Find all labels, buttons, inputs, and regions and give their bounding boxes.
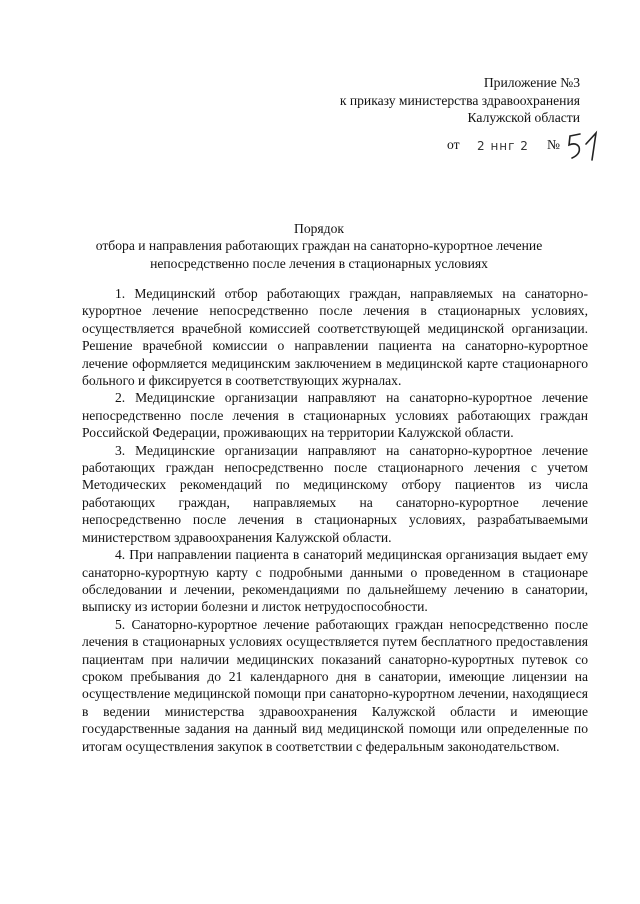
paragraph-1: 1. Медицинский отбор работающих граждан, направляемых на санаторно-курортное лечение непосредственно после лечения в стационарных условиях, осуществляется врачебной комиссией соответствующей медицинской организации. Решение врачебной комиссии о направлении пациента на санаторно-курортное лечение оформляется медицинским заключением в медицинской карте стационарного больного и фиксируется в соответствующих журналах. [82,286,588,389]
appendix-number: Приложение №3 [483,75,580,90]
appendix-region: Калужской области [467,110,580,125]
title-line-2: отбора и направления работающих граждан на санаторно-курортное лечение [95,238,543,254]
title-line-1: Порядок [294,221,344,236]
document-body [82,285,588,755]
paragraph-2: 2. Медицинские организации направляют на санаторно-курортное лечение непосредственно после лечения в стационарных условиях работающих граждан Российской Федерации, проживающих на территории Калужской области. [82,390,588,441]
order-number-label: № [547,137,560,152]
handwritten-number-51 [566,130,604,162]
appendix-header [340,74,580,127]
paragraph-5: 5. Санаторно-курортное лечение работающих граждан непосредственно после лечения в стационарных условиях осуществляется путем бесплатного предоставления пациентам при наличии медицинских показаний санаторно-курортных путевок со сроком пребывания до 21 календарного дня в санатории, имеющие лицензии на осуществление медицинской помощи при санаторно-курортном лечении, находящиеся в ведении министерства здравоохранения Калужской области и имеющие государственные задания на данный вид медицинской помощи или определенные по итогам осуществления закупок в соответствии с федеральным законодательством. [82,616,588,754]
document-title [88,220,550,272]
appendix-order-ref: к приказу министерства здравоохранения [339,92,580,108]
paragraph-3: 3. Медицинские организации направляют на санаторно-курортное лечение работающих граждан непосредственно после стационарного лечения с учетом Методических рекомендаций по медицинскому отбору пациентов из числа работающих граждан, направляемых на санаторно-курортное лечение непосредственно после лечения в стационарных условиях, разрабатываемыми министерством здравоохранения Калужской области. [82,442,588,545]
order-date-handwritten: 2 ннг 2 [477,139,529,153]
order-date-number [447,134,607,168]
paragraph-4: 4. При направлении пациента в санаторий медицинская организация выдает ему санаторно-курортную карту с подробными данными о проведенном в стационаре обследовании и лечении, рекомендациями по дальнейшему лечению в санатории, выписку из истории болезни и листок нетрудоспособности. [82,547,588,615]
title-line-3: непосредственно после лечения в стационарных условиях [150,255,488,271]
order-from-label: от [447,137,460,152]
